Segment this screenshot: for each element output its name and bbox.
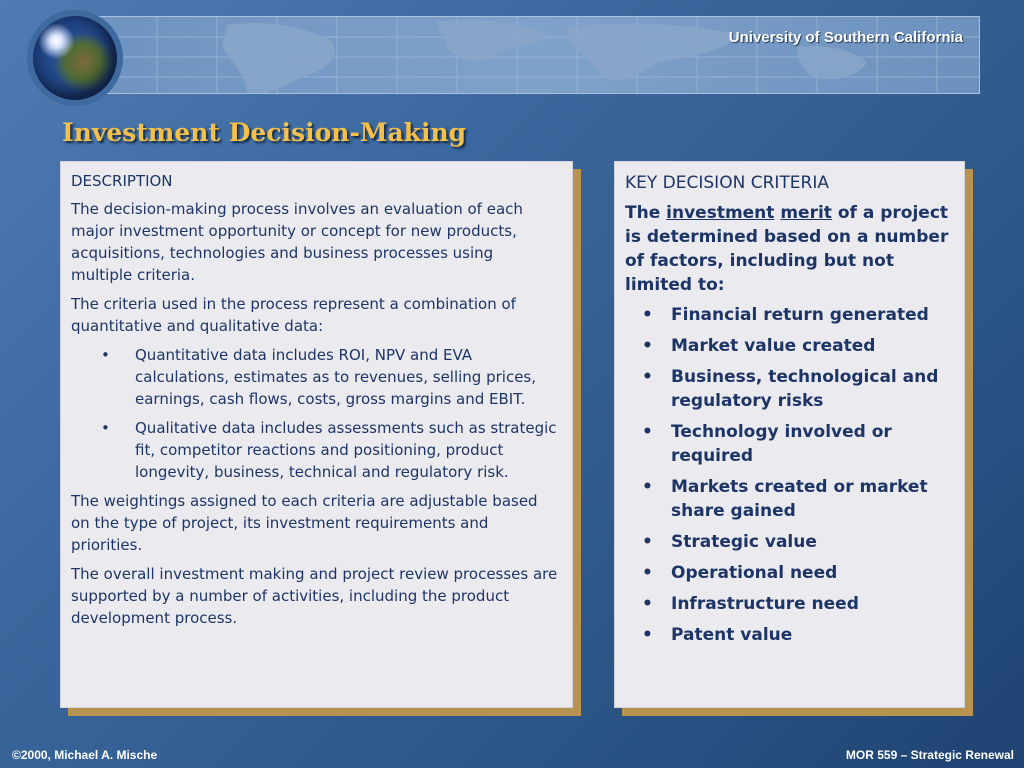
description-paragraph-2: The criteria used in the process represent a combination of quantitative and qualitative data: xyxy=(71,295,516,335)
list-item xyxy=(625,561,952,585)
description-paragraph-1: The decision-making process involves an evaluation of each major investment opportunity or concept for new products, acquisitions, technologies and business processes using multiple criteria. xyxy=(71,200,523,284)
list-item xyxy=(625,420,952,468)
bullet-icon: • xyxy=(642,367,653,387)
list-item xyxy=(625,623,952,647)
list-item xyxy=(71,417,558,483)
list-item-text: Operational need xyxy=(671,563,838,583)
bullet-icon: • xyxy=(642,477,653,497)
bullet-icon: • xyxy=(642,594,653,614)
list-item-text: Markets created or market share gained xyxy=(671,477,928,521)
footer-course: MOR 559 – Strategic Renewal xyxy=(845,748,1014,762)
bullet-icon: • xyxy=(642,625,653,645)
list-item xyxy=(625,303,952,327)
criteria-data-list xyxy=(71,344,558,483)
globe-icon xyxy=(33,16,117,100)
list-item-text: Financial return generated xyxy=(671,305,929,325)
description-paragraph-4: The overall investment making and project review processes are supported by a number of activities, including the product development process. xyxy=(71,565,558,627)
header-banner xyxy=(96,16,980,94)
bullet-icon: • xyxy=(642,336,653,356)
list-item xyxy=(625,530,952,554)
criteria-panel xyxy=(614,161,965,708)
list-item-text: Market value created xyxy=(671,336,876,356)
intro-underlined-merit: merit xyxy=(780,203,832,223)
intro-text-end: of a project is determined based on a number of factors, including but not limited to: xyxy=(625,203,949,295)
list-item xyxy=(71,344,558,410)
list-item-text: Qualitative data includes assessments such as strategic fit, competitor reactions and positioning, product longevity, business, technical and regulatory risk. xyxy=(135,419,557,481)
bullet-icon: • xyxy=(642,422,653,442)
key-criteria-list xyxy=(625,303,952,647)
footer-copyright: ©2000, Michael A. Mische xyxy=(12,748,158,762)
list-item xyxy=(625,365,952,413)
description-panel xyxy=(60,161,573,708)
bullet-icon: • xyxy=(642,305,653,325)
list-item-text: Business, technological and regulatory risks xyxy=(671,367,939,411)
institution-name: University of Southern California xyxy=(728,29,963,46)
list-item xyxy=(625,475,952,523)
list-item xyxy=(625,592,952,616)
bullet-icon: • xyxy=(101,419,110,437)
list-item-text: Strategic value xyxy=(671,532,817,552)
criteria-intro xyxy=(625,201,952,297)
intro-underlined-investment: investment xyxy=(666,203,775,223)
list-item-text: Quantitative data includes ROI, NPV and EVA calculations, estimates as to revenues, selling prices, earnings, cash flows, costs, gross margins and EBIT. xyxy=(135,346,537,408)
list-item-text: Technology involved or required xyxy=(671,422,892,466)
bullet-icon: • xyxy=(642,532,653,552)
list-item-text: Infrastructure need xyxy=(671,594,859,614)
bullet-icon: • xyxy=(101,346,110,364)
list-item-text: Patent value xyxy=(671,625,793,645)
description-heading: DESCRIPTION xyxy=(71,172,173,190)
slide-title: Investment Decision-Making xyxy=(62,118,467,147)
bullet-icon: • xyxy=(642,563,653,583)
list-item xyxy=(625,334,952,358)
description-paragraph-3: The weightings assigned to each criteria are adjustable based on the type of project, its investment requirements and priorities. xyxy=(71,492,538,554)
intro-text-start: The xyxy=(625,203,661,223)
criteria-heading: KEY DECISION CRITERIA xyxy=(625,173,829,193)
globe-logo xyxy=(27,10,123,106)
